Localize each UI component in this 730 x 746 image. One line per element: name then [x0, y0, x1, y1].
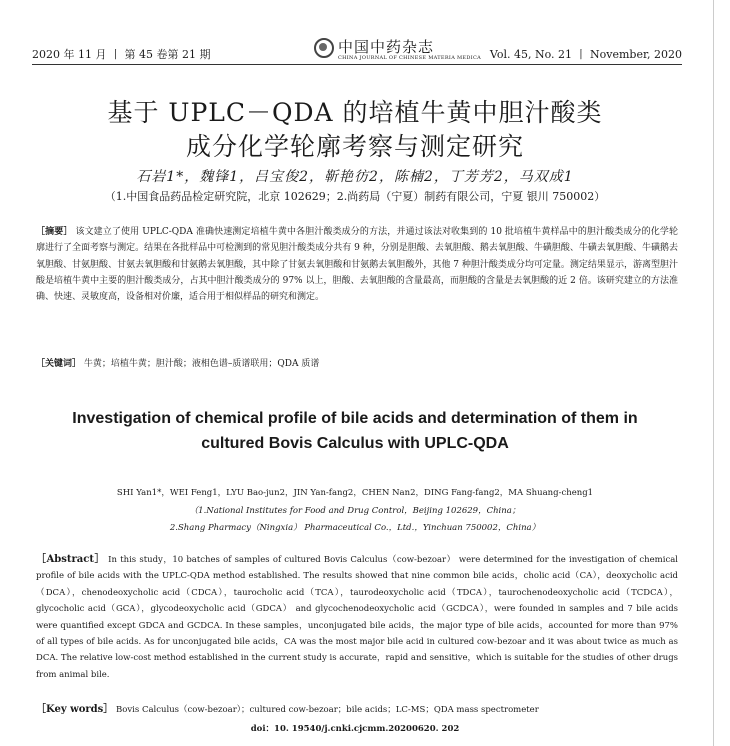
abstract-cn	[36, 224, 678, 305]
affiliation-en-2-text: 2.Shang Pharmacy（Ningxia） Pharmaceutical Co.，Ltd.，Yinchuan 750002，China）	[169, 523, 541, 533]
abstract-cn-label: ［摘要］	[36, 227, 73, 237]
abstract-en-text: In this study，10 batches of samples of cultured Bovis Calculus（cow-bezoar） were determined for the investigation of chemical profile of bile acids with the UPLC-QDA method established. The results showed that nine common bile acids，cholic acid（CA），deoxycholic acid（DCA），chenodeoxycholic acid（CDCA），taurocholic acid（TCA），taurodeoxycholic acid（TDCA），taurochenodeoxycholic acid（TCDCA），glycocholic acid（GCA），glycodeoxycholic acid（GDCA） and glycochenodeoxycholic acid（GCDCA），were founded in samples and 7 bile acids were quantified except GDCA and GCDCA. In these samples，unconjugated bile acids，the major type of bile acids，accounted for more than 97% of all types of bile acids. As for unconjugated bile acids，CA was the most major bile acid in cultured cow-bezoar and it was about twice as much as DCA. The relative low-cost method established in the current study is accurate，rapid and sensitive，which is suitable for the studies of other drugs from animal bile.	[36, 555, 678, 680]
affiliation-en-1-text: （1.National Institutes for Food and Drug Control，Beijing 102629，China；	[189, 506, 521, 516]
page-edge-rule	[713, 0, 714, 746]
authors-en: SHI Yan1*，WEI Feng1，LYU Bao-jun2，JIN Yan-fang2，CHEN Nan2，DING Fang-fang2，MA Shuang-cheng1	[116, 488, 594, 498]
title-en-line-2: cultured Bovis Calculus with UPLC-QDA	[201, 435, 509, 452]
title-cn	[0, 96, 710, 164]
journal-name-en: CHINA JOURNAL OF CHINESE MATERIA MEDICA	[338, 55, 481, 61]
journal-logo	[314, 36, 484, 64]
affiliation-en-1	[0, 504, 710, 516]
keywords-cn	[36, 356, 678, 369]
affiliation-cn: （1.中国食品药品检定研究院，北京 102629；2.尚药局（宁夏）制药有限公司，宁夏 银川 750002）	[104, 190, 606, 203]
doi[interactable]: doi：10. 19540/j.cnki.cjcmm.20200620. 202	[250, 724, 460, 734]
keywords-en	[36, 700, 678, 715]
title-cn-line-2: 成分化学轮廓考察与测定研究	[185, 132, 524, 161]
abstract-cn-text: 该文建立了使用 UPLC-QDA 准确快速测定培植牛黄中各胆汁酸类成分的方法，并通过该法对收集到的 10 批培植牛黄样品中的胆汁酸类成分的化学轮廓进行了全面考察与测定。结果在各批样品中可检测到的常见胆汁酸类成分共有 9 种，分别是胆酸、去氧胆酸、鹅去氧胆酸、牛磺胆酸、牛磺去氧胆酸、牛磺鹅去氧胆酸、甘氨胆酸、甘氨去氧胆酸和甘氨鹅去氧胆酸，其中除了甘氨去氧胆酸和甘氨鹅去氧胆酸外，其他 7 种胆汁酸类成分均可定量。测定结果显示，游离型胆汁酸是培植牛黄中主要的胆汁酸类成分，占其中胆汁酸类成分的 97% 以上，胆酸、去氧胆酸的含量最高，而胆酸的含量是去氧胆酸的近 2 倍。该研究建立的方法准确、快速、灵敏度高，设备相对价廉，适合用于相似样品的研究和测定。	[36, 227, 678, 303]
volume-info: Vol. 45, No. 21 丨 November, 2020	[489, 48, 682, 61]
abstract-en	[36, 552, 678, 683]
keywords-cn-text: 牛黄；培植牛黄；胆汁酸；液相色谱–质谱联用；QDA 质谱	[83, 359, 320, 369]
keywords-en-label: ［Key words］	[36, 704, 114, 715]
affiliation-en-2	[0, 521, 710, 533]
header-divider	[32, 64, 682, 65]
authors-cn: 石岩1*，魏锋1，吕宝俊2，靳艳彷2，陈楠2，丁芳芳2，马双成1	[136, 169, 574, 185]
issue-info: 2020 年 11 月 丨 第 45 卷第 21 期	[32, 48, 211, 61]
journal-name-cn: 中国中药杂志	[338, 38, 435, 56]
title-en	[40, 406, 670, 456]
title-cn-line-1: 基于 UPLC－QDA 的培植牛黄中胆汁酸类	[107, 98, 603, 127]
abstract-en-label: ［Abstract］	[36, 554, 105, 565]
keywords-cn-label: ［关键词］	[36, 359, 82, 369]
running-header	[32, 36, 682, 64]
title-en-line-1: Investigation of chemical profile of bile acids and determination of them in	[72, 410, 638, 427]
journal-emblem-icon	[314, 38, 334, 58]
keywords-en-text: Bovis Calculus（cow-bezoar）；cultured cow-bezoar；bile acids；LC-MS；QDA mass spectrometer	[116, 705, 539, 715]
